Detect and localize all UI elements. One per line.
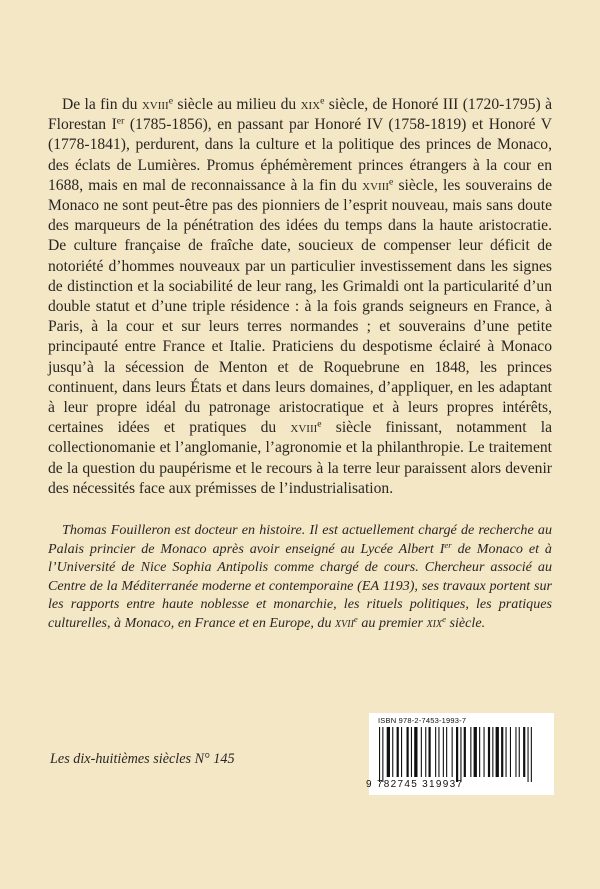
century-numeral: xvii (335, 614, 354, 631)
bio-text: Thomas Fouilleron est docteur en histoire. Il est actuellement chargé de recherche au Palais princier de Monaco après avoir enseigné au Lycée Albert I (48, 522, 552, 557)
century-numeral: xix (426, 614, 443, 631)
superscript: e (353, 614, 358, 625)
author-bio-paragraph (48, 521, 552, 633)
summary-paragraph (48, 95, 552, 499)
summary-text: siècle finissant, notamment la collectionomanie et l’anglomanie, l’agronomie et la philanthropie. Le traitement de la question du paupérisme et le recours à la terre leur paraissent alors devenir des nécessités face aux prémisses de l’industrialisation. (48, 419, 552, 497)
bio-text: siècle. (446, 614, 486, 631)
superscript: e (389, 176, 394, 188)
isbn-label: ISBN 978-2-7453-1993-7 (378, 716, 467, 725)
century-numeral: xix (300, 96, 321, 113)
barcode-image (377, 727, 545, 782)
century-numeral: xviii (141, 96, 169, 113)
superscript: er (444, 539, 452, 550)
barcode-digits: 9 782745 319937 (366, 779, 464, 790)
bio-text: de Monaco et à l’Université de Nice Sophia Antipolis comme chargé de cours. Chercheur associé au Centre de la Méditerranée moderne et contemporaine (EA 1193), ses travaux portent sur les rapports entre haute noblesse et monarchie, les rituels politiques, les pratiques culturelles, à Monaco, en France et en Europe, du (48, 540, 552, 631)
bio-text: au premier (357, 614, 427, 631)
century-numeral: xviii (362, 176, 390, 194)
superscript: e (317, 418, 322, 430)
summary-text: siècle, de Honoré III (1720-1795) à Florestan I (48, 96, 552, 134)
superscript: e (320, 95, 325, 107)
summary-text: siècle au milieu du (173, 96, 301, 113)
century-numeral: xviii (290, 419, 318, 437)
superscript: er (116, 115, 125, 127)
summary-text: De la fin du (62, 96, 142, 113)
summary-text: siècle, les souverains de Monaco ne sont peut-être pas des pionniers de l’esprit nouveau, mais sans doute des marqueurs de la pénétration des idées du temps dans la haute aristocratie. De culture française de fraîche date, soucieux de compenser leur déficit de notoriété d’hommes nouveaux par un particulier investissement dans les signes de distinction et la sociabilité de leur rang, les Grimaldi ont la particularité d’un double statut et d’une triple résidence : à la fois grands seigneurs en France, à Paris, à la cour et sur leurs terres normandes ; et souverains d’une petite principauté entre France et Italie. Praticiens du despotisme éclairé à Monaco jusqu’à la sécession de Menton et de Roquebrune en 1848, les princes continuent, dans leurs États et dans leurs domaines, d’appliquer, en les adaptant à leur propre idéal du patronage aristocratique et à leurs propres intérêts, certaines idées et pratiques du (48, 176, 552, 437)
series-title: Les dix-huitièmes siècles N° 145 (50, 751, 235, 767)
superscript: e (168, 95, 174, 107)
summary-text: (1785-1856), en passant par Honoré IV (1758-1819) et Honoré V (1778-1841), perdurent, dans la culture et la politique des princes de Monaco, des éclats de Lumières. Promus éphémèrement princes étrangers à la cour en 1688, mais en mal de reconnaissance à la fin du (48, 116, 552, 194)
superscript: e (442, 614, 446, 625)
